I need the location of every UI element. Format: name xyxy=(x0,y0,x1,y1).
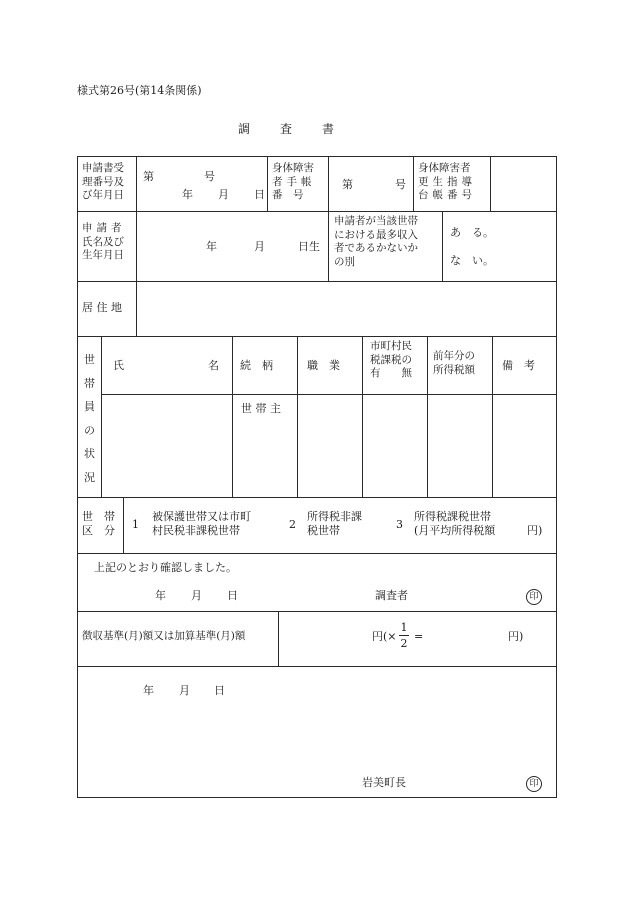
handbook-go: 号 xyxy=(395,178,406,191)
col-divider xyxy=(267,156,268,211)
col-divider xyxy=(123,497,124,553)
disability-handbook-label: 身体障害 者手帳 番 号 xyxy=(272,162,316,202)
option-no: な い。 xyxy=(450,254,494,267)
household-category-label: 世 帯 区 分 xyxy=(82,510,115,538)
page-title: 調 査 書 xyxy=(238,122,337,136)
col-income-tax: 前年分の 所得税額 xyxy=(433,350,475,376)
household-members-side-label: 世 帯 員 の 状 況 xyxy=(84,353,95,484)
head-of-household: 世 帯 主 xyxy=(241,402,281,415)
row-divider xyxy=(77,497,557,498)
col-divider xyxy=(232,336,233,497)
application-go: 号 xyxy=(204,170,215,183)
col-divider xyxy=(413,156,414,211)
category-option-3-num: 3 xyxy=(396,518,403,531)
birth-year: 年 xyxy=(206,240,217,253)
footer-year: 年 xyxy=(143,684,154,697)
footer-day: 日 xyxy=(214,684,225,697)
birth-month: 月 xyxy=(254,240,265,253)
equals-sign: = xyxy=(414,630,424,643)
row-divider xyxy=(77,281,557,282)
row-divider xyxy=(77,666,557,667)
confirmation-text: 上記のとおり確認しました。 xyxy=(94,561,237,574)
col-occupation: 職 業 xyxy=(307,359,340,372)
application-year: 年 xyxy=(182,188,193,201)
col-name-a: 氏 xyxy=(113,359,124,372)
row-divider xyxy=(77,611,557,612)
mayor-label: 岩美町長 xyxy=(362,776,406,789)
application-dai: 第 xyxy=(143,170,154,183)
col-municipal-tax: 市町村民 税課税の 有 無 xyxy=(370,340,412,380)
col-divider xyxy=(297,336,298,497)
col-remarks: 備 考 xyxy=(502,359,535,372)
col-divider xyxy=(101,336,102,497)
option-yes: あ る。 xyxy=(450,226,494,239)
standard-amount-label: 徴収基準(月)額又は加算基準(月)額 xyxy=(82,630,246,642)
col-name-b: 名 xyxy=(208,359,219,372)
yen-open: 円(× xyxy=(372,630,397,643)
applicant-name-label: 申請者 氏名及び 生年月日 xyxy=(82,222,126,262)
col-divider xyxy=(490,156,491,211)
category-option-2: 所得税非課 税世帯 xyxy=(307,510,362,538)
col-divider xyxy=(442,211,443,281)
category-option-1: 被保護世帯又は市町 村民税非課税世帯 xyxy=(152,510,251,538)
category-option-1-num: 1 xyxy=(132,518,139,531)
col-divider xyxy=(427,336,428,497)
investigator-seal-icon: 印 xyxy=(526,589,542,605)
row-divider xyxy=(101,394,557,395)
rehabilitation-ledger-label: 身体障害者 更生指導 台帳番号 xyxy=(418,162,476,202)
col-divider xyxy=(136,281,137,336)
one-half-fraction: 1 2 xyxy=(400,621,408,650)
col-divider xyxy=(492,336,493,497)
mayor-seal-icon: 印 xyxy=(526,776,542,792)
confirm-year: 年 xyxy=(155,589,166,602)
form-number: 様式第26号(第14条関係) xyxy=(77,84,202,97)
col-relation: 続 柄 xyxy=(240,359,273,372)
handbook-dai: 第 xyxy=(342,178,353,191)
col-divider xyxy=(328,156,329,281)
row-divider xyxy=(77,336,557,337)
row-divider xyxy=(77,211,557,212)
confirm-day: 日 xyxy=(227,589,238,602)
yen-close: 円) xyxy=(508,630,524,643)
col-divider xyxy=(362,336,363,497)
category-option-2-num: 2 xyxy=(289,518,296,531)
category-option-3-yen: 円) xyxy=(527,524,543,537)
application-day: 日 xyxy=(254,188,265,201)
col-divider xyxy=(136,156,137,281)
confirm-month: 月 xyxy=(191,589,202,602)
investigator-label: 調査者 xyxy=(375,589,408,602)
application-month: 月 xyxy=(218,188,229,201)
row-divider xyxy=(77,553,557,554)
col-divider xyxy=(278,611,279,666)
application-number-label: 申請書受 理番号及 び年月日 xyxy=(82,162,124,202)
footer-month: 月 xyxy=(179,684,190,697)
address-label: 居 住 地 xyxy=(82,301,122,314)
birth-day: 日生 xyxy=(298,240,320,253)
category-option-3: 所得税課税世帯 (月平均所得税額 xyxy=(414,510,496,538)
main-earner-question: 申請者が当該世帯 における最多収入 者であるかないか の別 xyxy=(334,215,418,268)
